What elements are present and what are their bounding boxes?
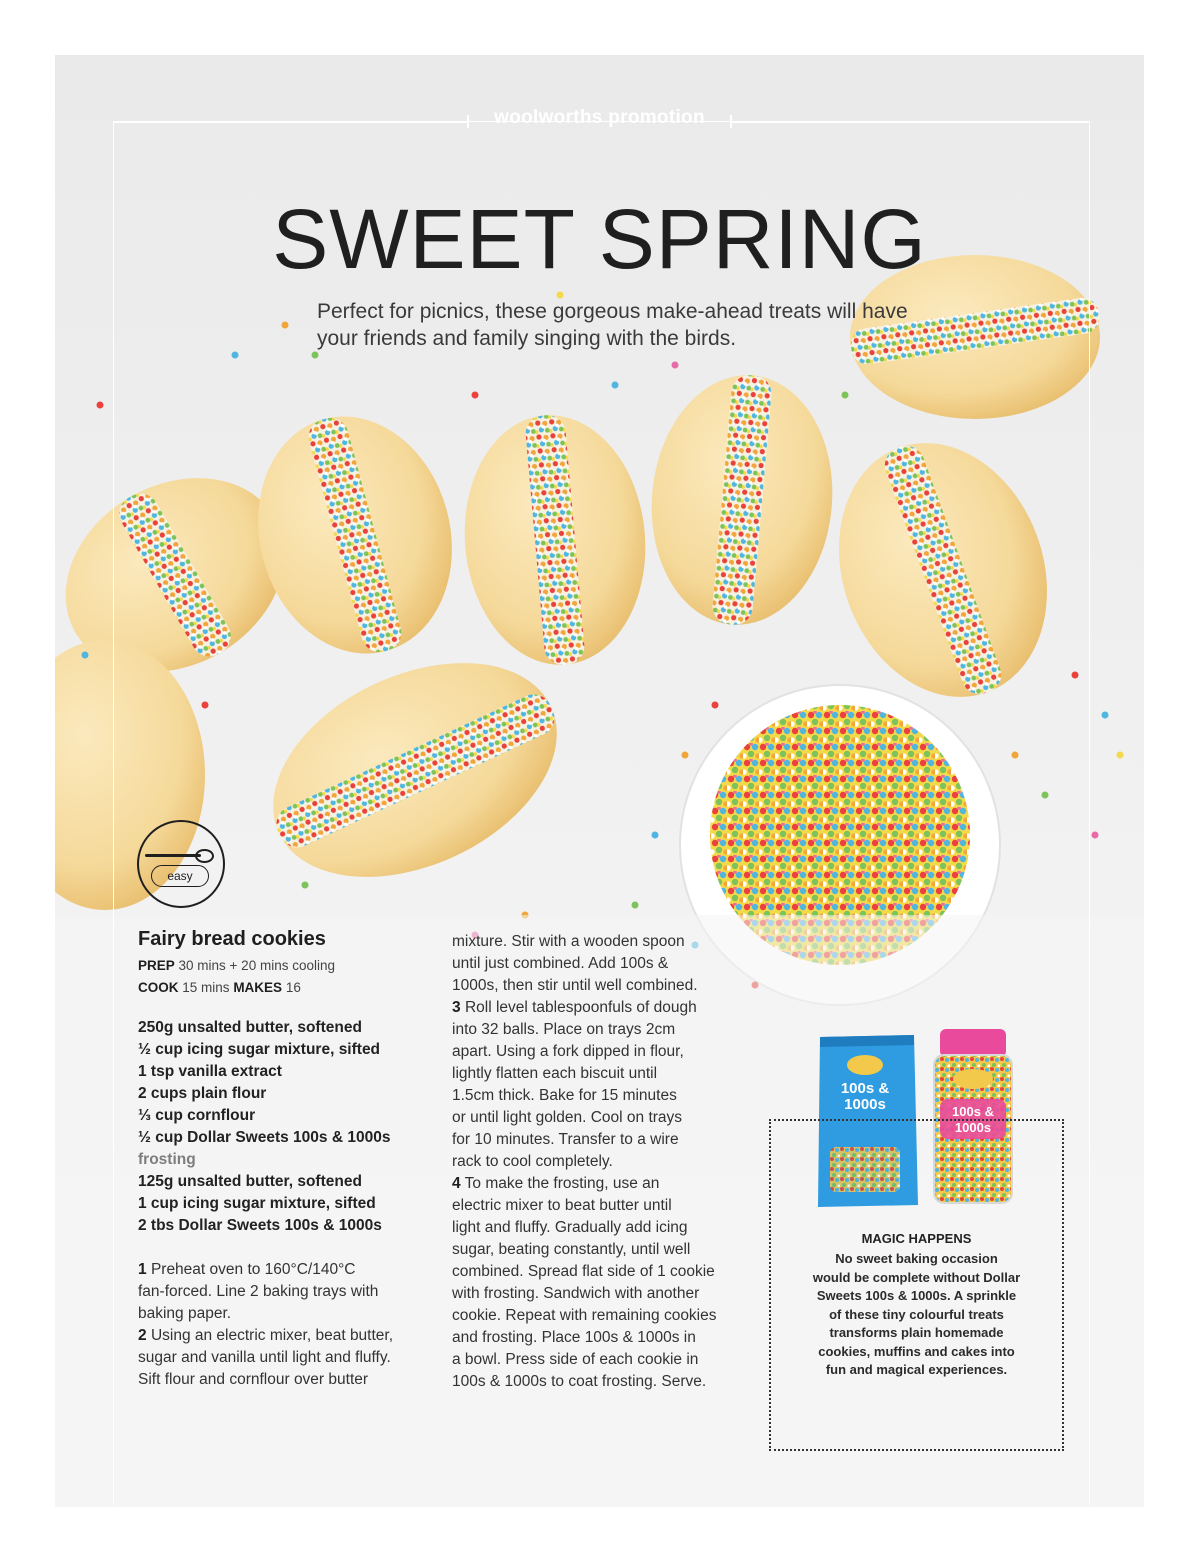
ingredient: 2 cups plain flour — [138, 1085, 267, 1102]
magazine-page — [55, 55, 1144, 1507]
prep-label: PREP — [138, 958, 175, 973]
step-line: baking paper. — [138, 1305, 232, 1322]
step-line: apart. Using a fork dipped in flour, — [452, 1043, 684, 1060]
step-line: and frosting. Place 100s & 1000s in — [452, 1329, 696, 1346]
makes-value: 16 — [285, 980, 301, 995]
step-number: 4 — [452, 1175, 461, 1192]
spoon-bowl-icon — [195, 849, 214, 863]
svg-text:1000s: 1000s — [844, 1096, 886, 1113]
step-line — [452, 997, 752, 1019]
step-line: a bowl. Press side of each cookie in — [452, 1351, 699, 1368]
step-line: sugar and vanilla until light and fluffy. — [138, 1349, 391, 1366]
recipe-title: Fairy bread cookies — [138, 928, 326, 950]
cook-label: COOK — [138, 980, 179, 995]
step-line: light and fluffy. Gradually add icing — [452, 1219, 688, 1236]
ingredients-list — [138, 1017, 438, 1237]
svg-text:100s &: 100s & — [840, 1080, 890, 1097]
callout-line: would be complete without Dollar — [812, 1269, 1021, 1285]
makes-label: MAKES — [233, 980, 283, 995]
ingredient: 250g unsalted butter, softened — [138, 1019, 362, 1036]
callout-line: of these tiny colourful treats — [829, 1306, 1004, 1322]
ingredient: ½ cup icing sugar mixture, sifted — [138, 1041, 381, 1058]
step-line: electric mixer to beat butter until — [452, 1197, 672, 1214]
step-line: 100s & 1000s to coat frosting. Serve. — [452, 1373, 707, 1390]
step-text: Roll level tablespoonfuls of dough — [464, 999, 697, 1016]
recipe-column-2 — [452, 931, 752, 1393]
page-title: SWEET SPRING — [272, 192, 927, 286]
callout-body — [785, 1250, 1048, 1380]
recipe-column-1 — [138, 928, 438, 1391]
callout-line: Sweets 100s & 1000s. A sprinkle — [816, 1288, 1017, 1303]
difficulty-badge — [137, 820, 225, 908]
step-line — [138, 1325, 438, 1347]
page-subtitle: Perfect for picnics, these gorgeous make-ahead treats will have your friends and family singing with the birds. — [317, 300, 908, 350]
svg-text:100s &: 100s & — [952, 1104, 994, 1119]
prep-value: 30 mins + 20 mins cooling — [178, 958, 335, 973]
step-number: 1 — [138, 1261, 147, 1278]
step-line: sugar, beating constantly, until well — [452, 1241, 691, 1258]
step-number: 3 — [452, 999, 461, 1016]
callout-line: fun and magical experiences. — [825, 1362, 1008, 1377]
step-line: Sift flour and cornflour over butter — [138, 1371, 369, 1388]
step-line — [452, 1173, 752, 1195]
difficulty-label: easy — [151, 865, 209, 887]
ingredient: 1 tsp vanilla extract — [138, 1063, 282, 1080]
step-line: with frosting. Sandwich with another — [452, 1285, 700, 1302]
step-text: To make the frosting, use an — [464, 1175, 660, 1192]
method-steps — [138, 1259, 438, 1391]
step-line: 1.5cm thick. Bake for 15 minutes — [452, 1087, 677, 1104]
ingredient: 1 cup icing sugar mixture, sifted — [138, 1195, 376, 1212]
step-line: or until light golden. Cool on trays — [452, 1109, 683, 1126]
svg-text:1000s: 1000s — [954, 1120, 992, 1135]
callout-title: MAGIC HAPPENS — [861, 1231, 972, 1246]
step-line: into 32 balls. Place on trays 2cm — [452, 1021, 676, 1038]
step-line: until just combined. Add 100s & — [452, 955, 669, 972]
callout-line: cookies, muffins and cakes into — [818, 1343, 1015, 1359]
step-line: mixture. Stir with a wooden spoon — [452, 933, 685, 950]
step-line — [138, 1259, 438, 1281]
callout-line: No sweet baking occasion — [835, 1251, 998, 1266]
step-line: 1000s, then stir until well combined. — [452, 977, 698, 994]
promo-callout-box — [769, 1119, 1064, 1451]
frosting-heading: frosting — [138, 1151, 196, 1168]
ingredient: ½ cup Dollar Sweets 100s & 1000s — [138, 1129, 391, 1146]
ingredient: 125g unsalted butter, softened — [138, 1173, 362, 1190]
ingredient: 2 tbs Dollar Sweets 100s & 1000s — [138, 1217, 382, 1234]
recipe-meta — [138, 955, 438, 999]
cook-value: 15 mins — [182, 980, 230, 995]
callout-line: transforms plain homemade — [829, 1325, 1004, 1340]
promo-banner — [55, 107, 1144, 129]
promo-label: woolworths promotion — [494, 107, 705, 128]
spoon-icon — [145, 854, 201, 857]
step-line: rack to cool completely. — [452, 1153, 613, 1170]
step-text: Using an electric mixer, beat butter, — [150, 1327, 394, 1344]
step-text: Preheat oven to 160°C/140°C — [150, 1261, 356, 1278]
step-line: cookie. Repeat with remaining cookies — [452, 1307, 717, 1324]
ingredient: ⅓ cup cornflour — [138, 1107, 256, 1124]
step-line: lightly flatten each biscuit until — [452, 1065, 658, 1082]
step-line: for 10 minutes. Transfer to a wire — [452, 1131, 679, 1148]
step-line: combined. Spread flat side of 1 cookie — [452, 1263, 715, 1280]
step-line: fan-forced. Line 2 baking trays with — [138, 1283, 379, 1300]
step-number: 2 — [138, 1327, 147, 1344]
